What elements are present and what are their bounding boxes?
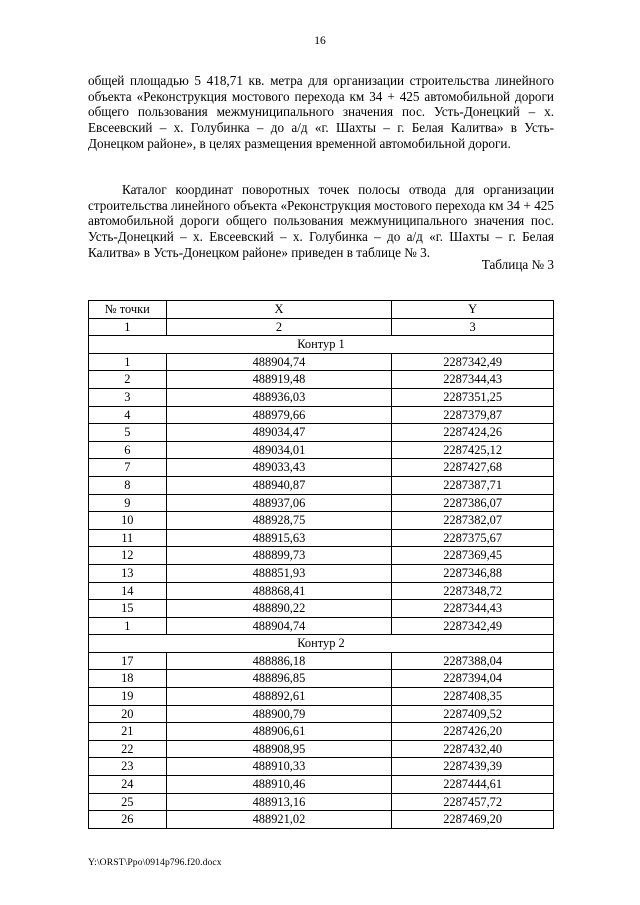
table-data-cell: 488906,61 [166, 723, 392, 741]
table-data-row [89, 371, 554, 389]
table-data-cell: 18 [89, 670, 167, 688]
table-data-cell: 1 [89, 617, 167, 635]
table-data-cell: 10 [89, 512, 167, 530]
table-data-cell: 2287424,26 [392, 424, 554, 442]
table-data-cell: 2287382,07 [392, 512, 554, 530]
table-data-row [89, 494, 554, 512]
table-data-cell: 6 [89, 441, 167, 459]
table-data-cell: 2287348,72 [392, 582, 554, 600]
table-data-cell: 488886,18 [166, 652, 392, 670]
table-data-cell: 2287388,04 [392, 652, 554, 670]
table-column-number-cell: 1 [89, 318, 167, 336]
paragraph-1: общей площадью 5 418,71 кв. метра для организации строительства линейного объекта «Реконструкция мостового перехода км 34 + 425 автомобильной дороги общего пользования межмуниципального значения пос. Усть-Донецкий – х. Евсеевский – х. Голубинка – до а/д «г. Шахты – г. Белая Калитва» в Усть-Донецком районе», в целях размещения временной автомобильной дороги. [88, 73, 554, 151]
table-data-cell: 2287369,45 [392, 547, 554, 565]
table-data-cell: 22 [89, 740, 167, 758]
table-data-cell: 26 [89, 811, 167, 829]
table-header-cell: № точки [89, 301, 167, 319]
table-data-cell: 14 [89, 582, 167, 600]
table-header-cell: Y [392, 301, 554, 319]
table-data-cell: 1 [89, 353, 167, 371]
table-caption: Таблица № 3 [481, 257, 554, 272]
table-data-cell: 488928,75 [166, 512, 392, 530]
table-data-cell: 2287408,35 [392, 688, 554, 706]
footer-file-path: Y:\ORST\Ppo\0914p796.f20.docx [88, 857, 222, 868]
table-data-cell: 2287351,25 [392, 388, 554, 406]
table-data-cell: 488910,33 [166, 758, 392, 776]
table-data-cell: 15 [89, 600, 167, 618]
table-data-row [89, 793, 554, 811]
table-data-row [89, 406, 554, 424]
table-section-title: Контур 2 [89, 635, 554, 653]
table-data-row [89, 758, 554, 776]
table-data-row [89, 529, 554, 547]
table-data-cell: 2287444,61 [392, 776, 554, 794]
table-data-cell: 488910,46 [166, 776, 392, 794]
table-data-row [89, 723, 554, 741]
table-data-cell: 2287387,71 [392, 476, 554, 494]
table-data-cell: 2287344,43 [392, 371, 554, 389]
table-data-cell: 12 [89, 547, 167, 565]
table-data-cell: 488919,48 [166, 371, 392, 389]
table-data-cell: 488908,95 [166, 740, 392, 758]
table-data-cell: 2287469,20 [392, 811, 554, 829]
table-data-cell: 488899,73 [166, 547, 392, 565]
coordinates-table [88, 300, 554, 829]
table-data-cell: 25 [89, 793, 167, 811]
table-data-cell: 489034,47 [166, 424, 392, 442]
table-section-title: Контур 1 [89, 336, 554, 354]
table-data-cell: 488851,93 [166, 564, 392, 582]
table-data-cell: 2287409,52 [392, 705, 554, 723]
table-data-cell: 8 [89, 476, 167, 494]
table-data-cell: 23 [89, 758, 167, 776]
table-data-row [89, 600, 554, 618]
table-data-row [89, 670, 554, 688]
table-section-row [89, 336, 554, 354]
table-data-cell: 488890,22 [166, 600, 392, 618]
table-data-cell: 11 [89, 529, 167, 547]
table-data-cell: 2287386,07 [392, 494, 554, 512]
table-data-cell: 17 [89, 652, 167, 670]
table-data-cell: 2287342,49 [392, 353, 554, 371]
table-data-cell: 3 [89, 388, 167, 406]
table-data-row [89, 547, 554, 565]
table-data-cell: 489034,01 [166, 441, 392, 459]
table-data-cell: 488904,74 [166, 617, 392, 635]
table-data-row [89, 476, 554, 494]
table-data-cell: 488979,66 [166, 406, 392, 424]
table-data-row [89, 688, 554, 706]
table-data-cell: 24 [89, 776, 167, 794]
table-data-row [89, 512, 554, 530]
table-data-cell: 9 [89, 494, 167, 512]
table-column-number-cell: 3 [392, 318, 554, 336]
table-data-cell: 2287346,88 [392, 564, 554, 582]
table-data-cell: 488896,85 [166, 670, 392, 688]
table-data-cell: 488915,63 [166, 529, 392, 547]
page-number: 16 [314, 35, 326, 47]
table-data-row [89, 424, 554, 442]
table-section-row [89, 635, 554, 653]
table-data-cell: 20 [89, 705, 167, 723]
table-data-cell: 19 [89, 688, 167, 706]
table-data-row [89, 441, 554, 459]
table-data-cell: 488900,79 [166, 705, 392, 723]
paragraph-2: Каталог координат поворотных точек полосы отвода для организации строительства линейного объекта «Реконструкция мостового перехода км 34 + 425 автомобильной дороги общего пользования межмуниципального значения пос. Усть-Донецкий – х. Евсеевский – х. Голубинка – до а/д «г. Шахты – г. Белая Калитва» в Усть-Донецком районе» приведен в таблице № 3. [88, 182, 554, 260]
table-header-cell: X [166, 301, 392, 319]
table-column-number-cell: 2 [166, 318, 392, 336]
table-data-cell: 488913,16 [166, 793, 392, 811]
table-data-row [89, 811, 554, 829]
table-data-cell: 7 [89, 459, 167, 477]
table-data-cell: 2287394,04 [392, 670, 554, 688]
table-data-row [89, 564, 554, 582]
table-data-row [89, 617, 554, 635]
table-data-cell: 488868,41 [166, 582, 392, 600]
table-data-cell: 2287425,12 [392, 441, 554, 459]
table-data-cell: 488921,02 [166, 811, 392, 829]
table-data-cell: 2287457,72 [392, 793, 554, 811]
table-data-cell: 2287344,43 [392, 600, 554, 618]
table-data-cell: 488904,74 [166, 353, 392, 371]
table-data-cell: 4 [89, 406, 167, 424]
table-data-cell: 2287379,87 [392, 406, 554, 424]
table-header-row [89, 301, 554, 319]
table-data-cell: 488892,61 [166, 688, 392, 706]
table-data-cell: 21 [89, 723, 167, 741]
table-data-cell: 488936,03 [166, 388, 392, 406]
table-data-cell: 488940,87 [166, 476, 392, 494]
table-data-cell: 2287426,20 [392, 723, 554, 741]
table-data-cell: 2287342,49 [392, 617, 554, 635]
table-data-row [89, 582, 554, 600]
table-data-cell: 2287375,67 [392, 529, 554, 547]
table-data-row [89, 652, 554, 670]
table-data-row [89, 459, 554, 477]
table-data-row [89, 353, 554, 371]
table-data-cell: 2 [89, 371, 167, 389]
table-column-number-row [89, 318, 554, 336]
table-data-row [89, 388, 554, 406]
table-data-cell: 489033,43 [166, 459, 392, 477]
table-data-cell: 2287432,40 [392, 740, 554, 758]
table-data-cell: 13 [89, 564, 167, 582]
table-data-row [89, 740, 554, 758]
table-data-row [89, 776, 554, 794]
table-data-cell: 2287427,68 [392, 459, 554, 477]
table-data-row [89, 705, 554, 723]
table-data-cell: 488937,06 [166, 494, 392, 512]
table-data-cell: 2287439,39 [392, 758, 554, 776]
table-data-cell: 5 [89, 424, 167, 442]
